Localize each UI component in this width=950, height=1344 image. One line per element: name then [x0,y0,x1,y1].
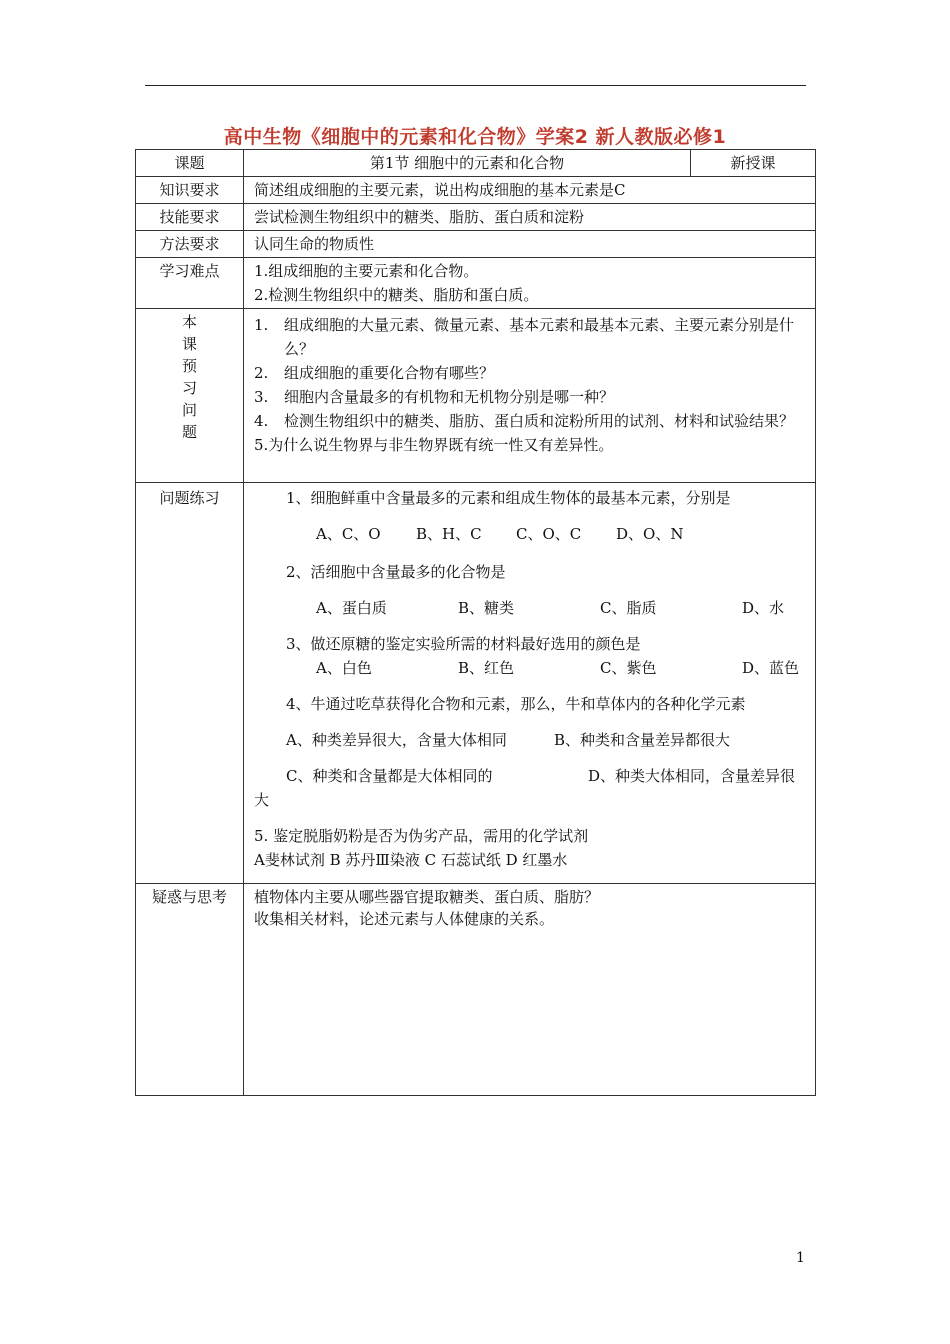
question-3: 3、做还原糖的鉴定实验所需的材料最好选用的颜色是 [286,635,641,653]
difficulty-label: 学习难点 [136,258,244,309]
method-value: 认同生命的物质性 [244,231,816,258]
question-2: 2、活细胞中含量最多的化合物是 [286,563,506,581]
option: A、蛋白质 [316,599,387,617]
page-title: 高中生物《细胞中的元素和化合物》学案2 新人教版必修1 [223,126,727,148]
lesson-type: 新授课 [691,150,816,177]
option: D、O、N [616,525,684,543]
option: B、红色 [458,659,515,677]
preview-item-5: 5.为什么说生物界与非生物界既有统一性又有差异性。 [254,436,614,454]
lesson-plan-table [135,149,816,1096]
topic-value: 第1节 细胞中的元素和化合物 [244,150,691,177]
preview-label-char: 课 [181,335,197,353]
option: D、蓝色 [742,659,800,677]
method-label: 方法要求 [136,231,244,258]
difficulty-item: 2.检测生物组织中的糖类、脂肪和蛋白质。 [254,286,539,304]
header-rule [145,85,806,86]
row-practice [136,483,816,884]
row-knowledge [136,177,816,204]
preview-label-char: 题 [181,423,197,441]
preview-item-text: 细胞内含量最多的有机物和无机物分别是哪一种？ [284,388,615,406]
option: A、C、O [316,525,381,543]
row-difficulty [136,258,816,309]
question-4-options-ab [254,729,805,751]
preview-item-num: 1. [254,316,269,334]
preview-item-num: 3. [254,388,269,406]
question-1: 1、细胞鲜重中含量最多的元素和组成生物体的最基本元素，分别是 [286,489,731,507]
option: B、糖类 [458,599,515,617]
row-reflect [136,884,816,1096]
skill-label: 技能要求 [136,204,244,231]
option: C、紫色 [600,659,657,677]
practice-label: 问题练习 [136,483,244,884]
reflect-line: 收集相关材料，论述元素与人体健康的关系。 [254,910,555,928]
preview-item [254,313,805,361]
preview-label-char: 习 [181,379,197,397]
preview-item-text: 组成细胞的大量元素、微量元素、基本元素和最基本元素、主要元素分别是什么？ [284,316,795,358]
question-2-options [254,597,805,619]
row-topic [136,150,816,177]
preview-item-text: 组成细胞的重要化合物有哪些？ [284,364,495,382]
option: B、种类和含量差异都很大 [554,731,731,749]
question-5-options: A斐林试剂 B 苏丹Ⅲ染液 C 石蕊试纸 D 红墨水 [254,851,568,869]
question-4-options-cd [254,765,805,787]
option: C、O、C [516,525,582,543]
option: C、种类和含量都是大体相同的 [286,767,493,785]
reflect-content [244,884,816,1096]
preview-item [254,385,805,409]
skill-value: 尝试检测生物组织中的糖类、脂肪、蛋白质和淀粉 [244,204,816,231]
option: C、脂质 [600,599,657,617]
question-4: 4、牛通过吃草获得化合物和元素，那么，牛和草体内的各种化学元素 [286,695,746,713]
preview-item-num: 2. [254,364,269,382]
option: D、种类大体相同，含量差异很 [588,767,796,785]
preview-item-num: 4. [254,412,269,430]
topic-label: 课题 [136,150,244,177]
reflect-line: 植物体内主要从哪些器官提取糖类、蛋白质、脂肪？ [254,888,600,906]
reflect-label: 疑惑与思考 [136,884,244,1096]
preview-label-char: 本 [181,313,197,331]
practice-content [244,483,816,884]
option: D、水 [742,599,785,617]
difficulty-item: 1.组成细胞的主要元素和化合物。 [254,262,479,280]
preview-item [254,409,805,433]
question-5: 5. 鉴定脱脂奶粉是否为伪劣产品，需用的化学试剂 [254,827,589,845]
preview-label-char: 问 [181,401,197,419]
knowledge-value: 简述组成细胞的主要元素，说出构成细胞的基本元素是C [244,177,816,204]
option: A、种类差异很大，含量大体相同 [286,731,507,749]
question-3-options [254,657,805,679]
question-4-option-d-wrap: 大 [254,791,270,809]
row-preview [136,309,816,483]
page-number: 1 [796,1250,805,1266]
row-skill [136,204,816,231]
option: A、白色 [316,659,372,677]
row-method [136,231,816,258]
option: B、H、C [416,525,482,543]
preview-content [244,309,816,483]
preview-label-char: 预 [181,357,197,375]
knowledge-label: 知识要求 [136,177,244,204]
difficulty-content [244,258,816,309]
question-1-options [254,523,805,545]
preview-item [254,361,805,385]
preview-item-text: 检测生物组织中的糖类、脂肪、蛋白质和淀粉所用的试剂、材料和试验结果？ [284,412,795,430]
preview-label [136,309,244,483]
